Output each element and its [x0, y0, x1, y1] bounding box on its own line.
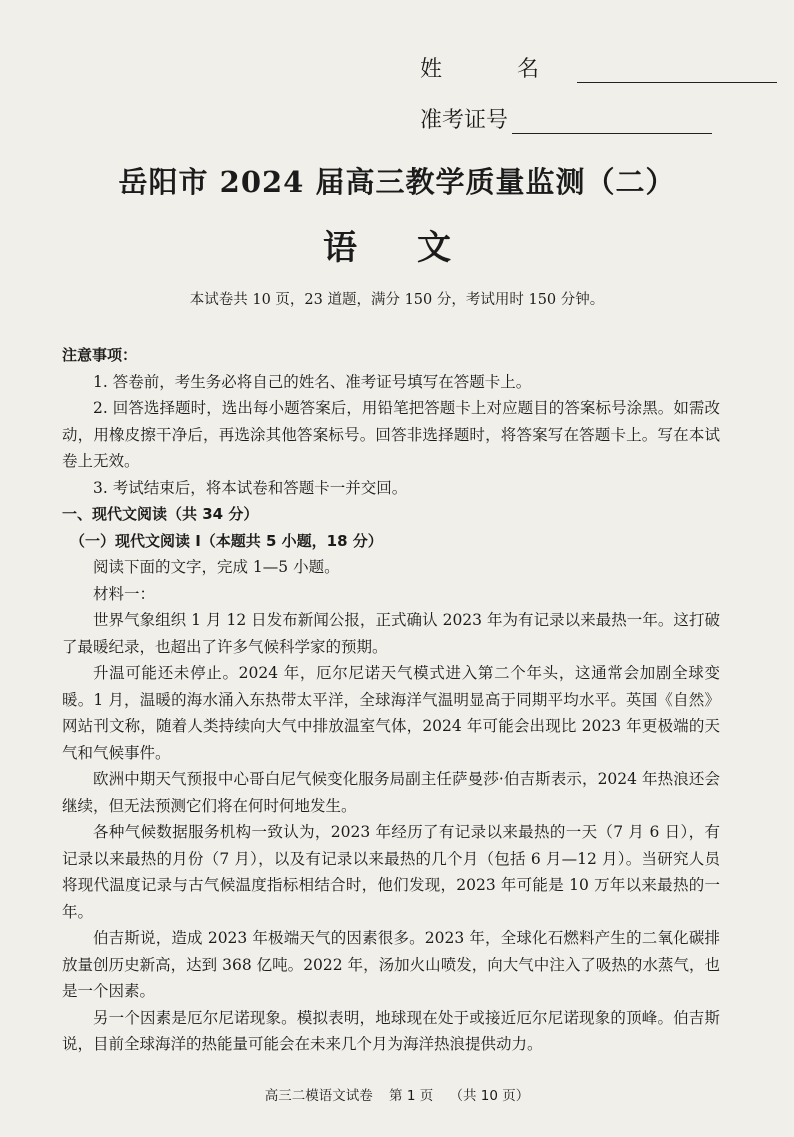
exam-id-label: 准考证号	[420, 108, 509, 133]
reading-prompt: 阅读下面的文字，完成 1—5 小题。	[93, 558, 340, 576]
exam-id-field[interactable]	[420, 103, 712, 134]
subject-title: 语文	[323, 228, 511, 268]
exam-title: 岳阳市 2024 届高三教学质量监测（二）	[118, 165, 676, 199]
passage-paragraph: 另一个因素是厄尔尼诺现象。模拟表明，地球现在处于或接近厄尔尼诺现象的顶峰。伯吉斯说，目前全球海洋的热能量可能会在未来几个月为海洋热浪提供动力。	[62, 1008, 720, 1053]
footer-exam-name: 高三二模语文试卷	[264, 1088, 373, 1104]
note-item: 3. 考试结束后，将本试卷和答题卡一并交回。	[93, 478, 408, 497]
exam-instructions: 本试卷共 10 页，23 道题，满分 150 分，考试用时 150 分钟。	[189, 292, 605, 308]
footer-page-number: 第 1 页	[389, 1088, 434, 1104]
subsection-heading: （一）现代文阅读 I（本题共 5 小题，18 分）	[70, 531, 383, 550]
notes-heading: 注意事项：	[62, 346, 138, 364]
exam-id-blank[interactable]	[512, 113, 712, 134]
section-heading: 一、现代文阅读（共 34 分）	[62, 505, 259, 523]
note-item: 1. 答卷前，考生务必将自己的姓名、准考证号填写在答题卡上。	[93, 372, 532, 391]
passage-paragraph: 升温可能还未停止。2024 年，厄尔尼诺天气模式进入第二个年头，这通常会加剧全球变暖。1 月，温暖的海水涌入东热带太平洋，全球海洋气温明显高于同期平均水平。英国《自然》网站刊文称，随着人类持续向大气中排放温室气体，2024 年可能会出现比 2023 年更极端的天气和气候事件。	[62, 664, 720, 762]
note-item: 2. 回答选择题时，选出每小题答案后，用铅笔把答题卡上对应题目的答案标号涂黑。如需改动，用橡皮擦干净后，再选涂其他答案标号。回答非选择题时，将答案写在答题卡上。写在本试卷上无效。	[62, 399, 720, 470]
name-blank[interactable]	[577, 62, 777, 83]
passage-paragraph: 欧洲中期天气预报中心哥白尼气候变化服务局副主任萨曼莎·伯吉斯表示，2024 年热浪还会继续，但无法预测它们将在何时何地发生。	[62, 770, 720, 815]
name-field[interactable]	[420, 52, 777, 83]
exam-body	[62, 342, 720, 1058]
passage-paragraph: 伯吉斯说，造成 2023 年极端天气的因素很多。2023 年，全球化石燃料产生的二氧化碳排放量创历史新高，达到 368 亿吨。2022 年，汤加火山喷发，向大气中注入了吸热的水蒸气，也是一个因素。	[62, 929, 720, 1000]
material-label: 材料一：	[93, 584, 156, 603]
footer-page-total: （共 10 页）	[449, 1088, 530, 1104]
passage-paragraph: 各种气候数据服务机构一致认为，2023 年经历了有记录以来最热的一天（7 月 6 日），有记录以来最热的月份（7 月），以及有记录以来最热的几个月（包括 6 月—12 月）。当研究人员将现代温度记录与古气候温度指标相结合时，他们发现，2023 年可能是 10 万年以来最热的一年。	[62, 823, 720, 921]
name-label: 姓 名	[420, 57, 573, 82]
passage-paragraph: 世界气象组织 1 月 12 日发布新闻公报，正式确认 2023 年为有记录以来最热一年。这打破了最暖纪录，也超出了许多气候科学家的预期。	[62, 611, 720, 656]
page-footer	[0, 1084, 794, 1104]
